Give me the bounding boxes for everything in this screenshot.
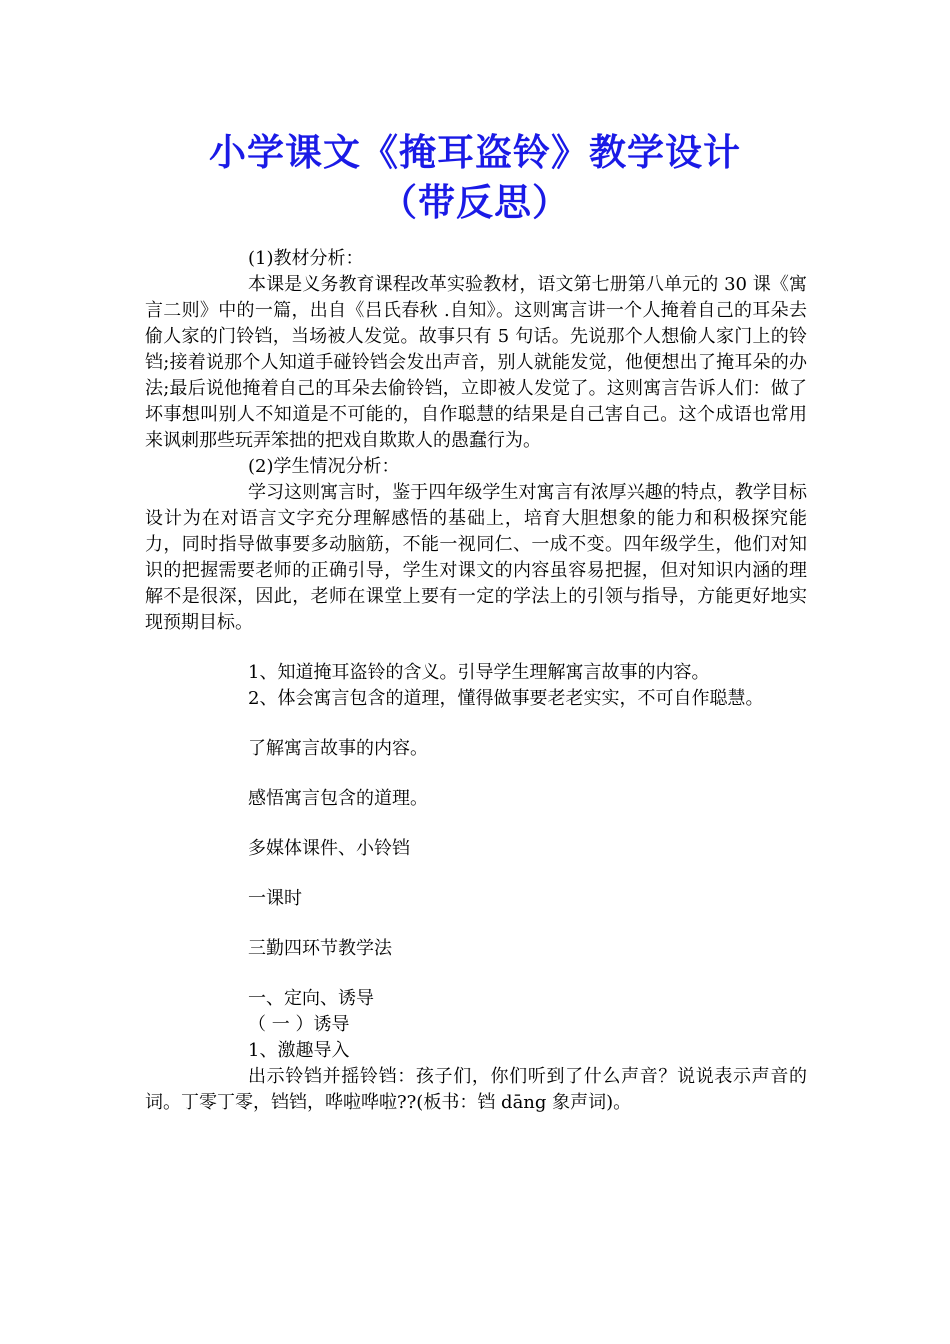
paragraph-process-item: 出示铃铛并摇铃铛：孩子们，你们听到了什么声音？说说表示声音的词。丁零丁零，铛铛，哗啦哗啦??(板书：铛 dāng 象声词)。: [145, 1066, 807, 1113]
document-body: [145, 246, 807, 1116]
section-heading-student-analysis: (2)学生情况分析：: [248, 456, 400, 477]
difficulty-text: 感悟寓言包含的道理。: [248, 788, 428, 809]
goal-item-1: 1、知道掩耳盗铃的含义。引导学生理解寓言故事的内容。: [248, 662, 710, 683]
process-step-heading: 一、定向、诱导: [248, 988, 374, 1009]
paragraph-material-analysis: 本课是义务教育课程改革实验教材，语文第七册第八单元的 30 课《寓言二则》中的一篇，出自《吕氏春秋 .自知》。这则寓言讲一个人掩着自己的耳朵去偷人家的门铃铛，当场被人发觉。故事只有 5 句话。先说那个人想偷人家门上的铃铛;接着说那个人知道手碰铃铛会发出声音，别人就能发觉，他便想出了掩耳朵的办法;最后说他掩着自己的耳朵去偷铃铛，立即被人发觉了。这则寓言告诉人们：做了坏事想叫别人不知道是不可能的，自作聪慧的结果是自己害自己。这个成语也常用来讽刺那些玩弄笨拙的把戏自欺欺人的愚蠢行为。: [145, 274, 807, 451]
materials-text: 多媒体课件、小铃铛: [248, 838, 410, 859]
goal-item-2: 2、体会寓言包含的道理，懂得做事要老老实实，不可自作聪慧。: [248, 688, 764, 709]
document-title: 小学课文《掩耳盗铃》教学设计: [209, 130, 741, 174]
key-point-text: 了解寓言故事的内容。: [248, 738, 428, 759]
process-item-heading: 1、激趣导入: [248, 1040, 350, 1061]
paragraph-student-analysis: 学习这则寓言时，鉴于四年级学生对寓言有浓厚兴趣的特点，教学目标设计为在对语言文字充分理解感悟的基础上，培育大胆想象的能力和积极探究能力，同时指导做事要多动脑筋，不能一视同仁、一成不变。四年级学生，他们对知识的把握需要老师的正确引导，学生对课文的内容虽容易把握，但对知识内涵的理解不是很深，因此，老师在课堂上要有一定的学法上的引领与指导，方能更好地实现预期目标。: [145, 482, 807, 633]
section-heading-material-analysis: (1)教材分析：: [248, 248, 364, 269]
duration-text: 一课时: [248, 888, 302, 909]
document-subtitle: （带反思）: [380, 180, 570, 224]
method-text: 三勤四环节教学法: [248, 938, 392, 959]
process-sub-heading: （ 一 ）诱导: [248, 1014, 350, 1035]
